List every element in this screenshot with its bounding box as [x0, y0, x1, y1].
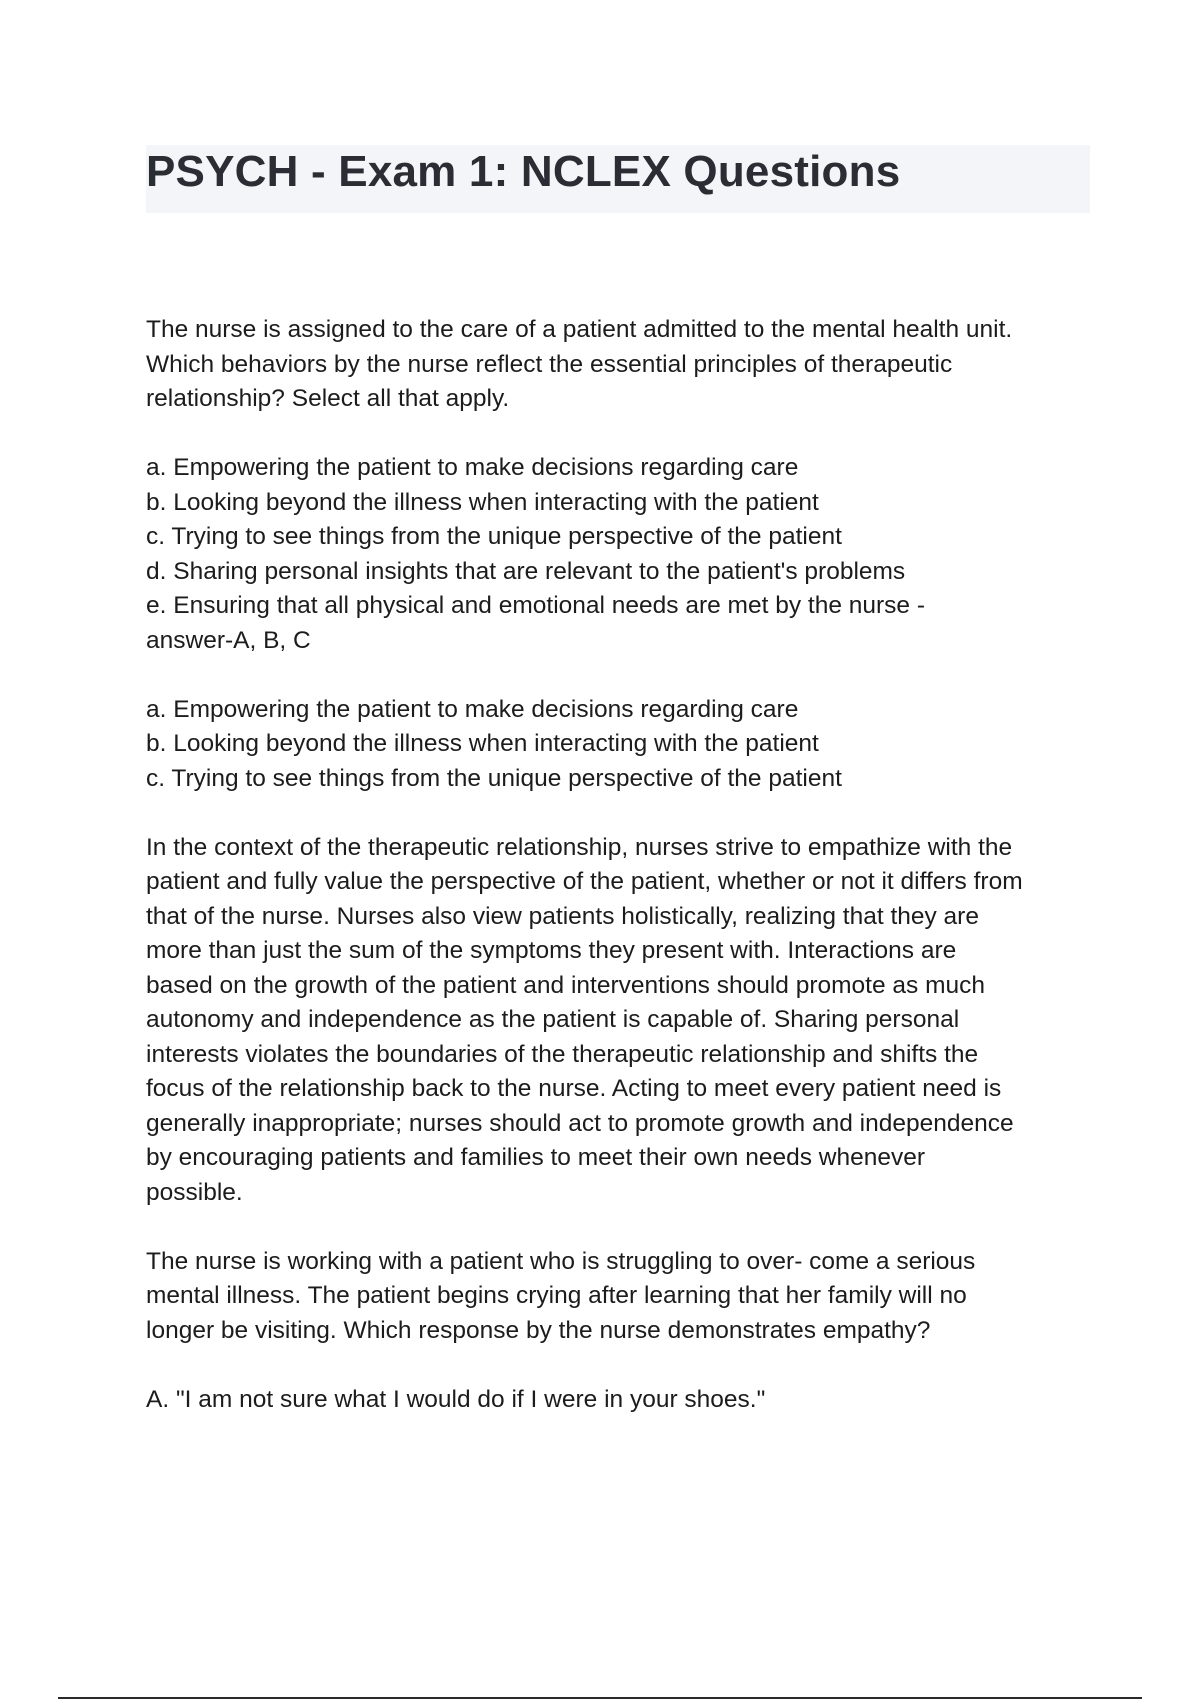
question-2-options [146, 1383, 1096, 1418]
text-line: possible. [146, 1178, 243, 1206]
text-line: The nurse is assigned to the care of a patient admitted to the mental health unit. [146, 316, 1013, 343]
answer-key: answer-A, B, C [146, 626, 311, 654]
text-line: by encouraging patients and families to meet their own needs whenever [146, 1144, 926, 1171]
correct-option: c. Trying to see things from the unique perspective of the patient [146, 764, 842, 792]
option-d: d. Sharing personal insights that are relevant to the patient's problems [146, 557, 906, 585]
question-1-rationale [146, 831, 1096, 1211]
text-line: patient and fully value the perspective of the patient, whether or not it differs from [146, 868, 1023, 895]
question-2-stem [146, 1245, 1096, 1349]
text-line: more than just the sum of the symptoms they present with. Interactions are [146, 937, 957, 964]
document-body [146, 313, 1096, 1452]
text-line: focus of the relationship back to the nurse. Acting to meet every patient need is [146, 1075, 1002, 1102]
text-line: autonomy and independence as the patient is capable of. Sharing personal [146, 1006, 960, 1033]
text-line: The nurse is working with a patient who is struggling to over- come a serious [146, 1247, 976, 1275]
text-line: In the context of the therapeutic relationship, nurses strive to empathize with the [146, 833, 1013, 861]
correct-option: a. Empowering the patient to make decisions regarding care [146, 695, 799, 723]
text-line: that of the nurse. Nurses also view patients holistically, realizing that they are [146, 902, 979, 930]
page-title: PSYCH - Exam 1: NCLEX Questions [146, 147, 901, 196]
text-line: Which behaviors by the nurse reflect the essential principles of therapeutic [146, 350, 953, 378]
option-c: c. Trying to see things from the unique perspective of the patient [146, 523, 842, 550]
option-a: a. Empowering the patient to make decisions regarding care [146, 454, 799, 481]
correct-option: b. Looking beyond the illness when interacting with the patient [146, 730, 819, 757]
question-1-stem [146, 313, 1096, 417]
option-b: b. Looking beyond the illness when interacting with the patient [146, 488, 819, 516]
text-line: interests violates the boundaries of the therapeutic relationship and shifts the [146, 1040, 979, 1068]
question-1-options [146, 451, 1096, 658]
question-1-correct-answers [146, 693, 1096, 797]
page-bottom-rule [58, 1697, 1142, 1699]
text-line: mental illness. The patient begins crying after learning that her family will no [146, 1282, 967, 1309]
option-a: A. "I am not sure what I would do if I were in your shoes." [146, 1385, 766, 1413]
text-line: relationship? Select all that apply. [146, 385, 510, 412]
text-line: generally inappropriate; nurses should act to promote growth and independence [146, 1109, 1014, 1137]
text-line: longer be visiting. Which response by the nurse demonstrates empathy? [146, 1316, 931, 1344]
option-e: e. Ensuring that all physical and emotional needs are met by the nurse - [146, 592, 925, 619]
text-line: based on the growth of the patient and interventions should promote as much [146, 971, 985, 999]
